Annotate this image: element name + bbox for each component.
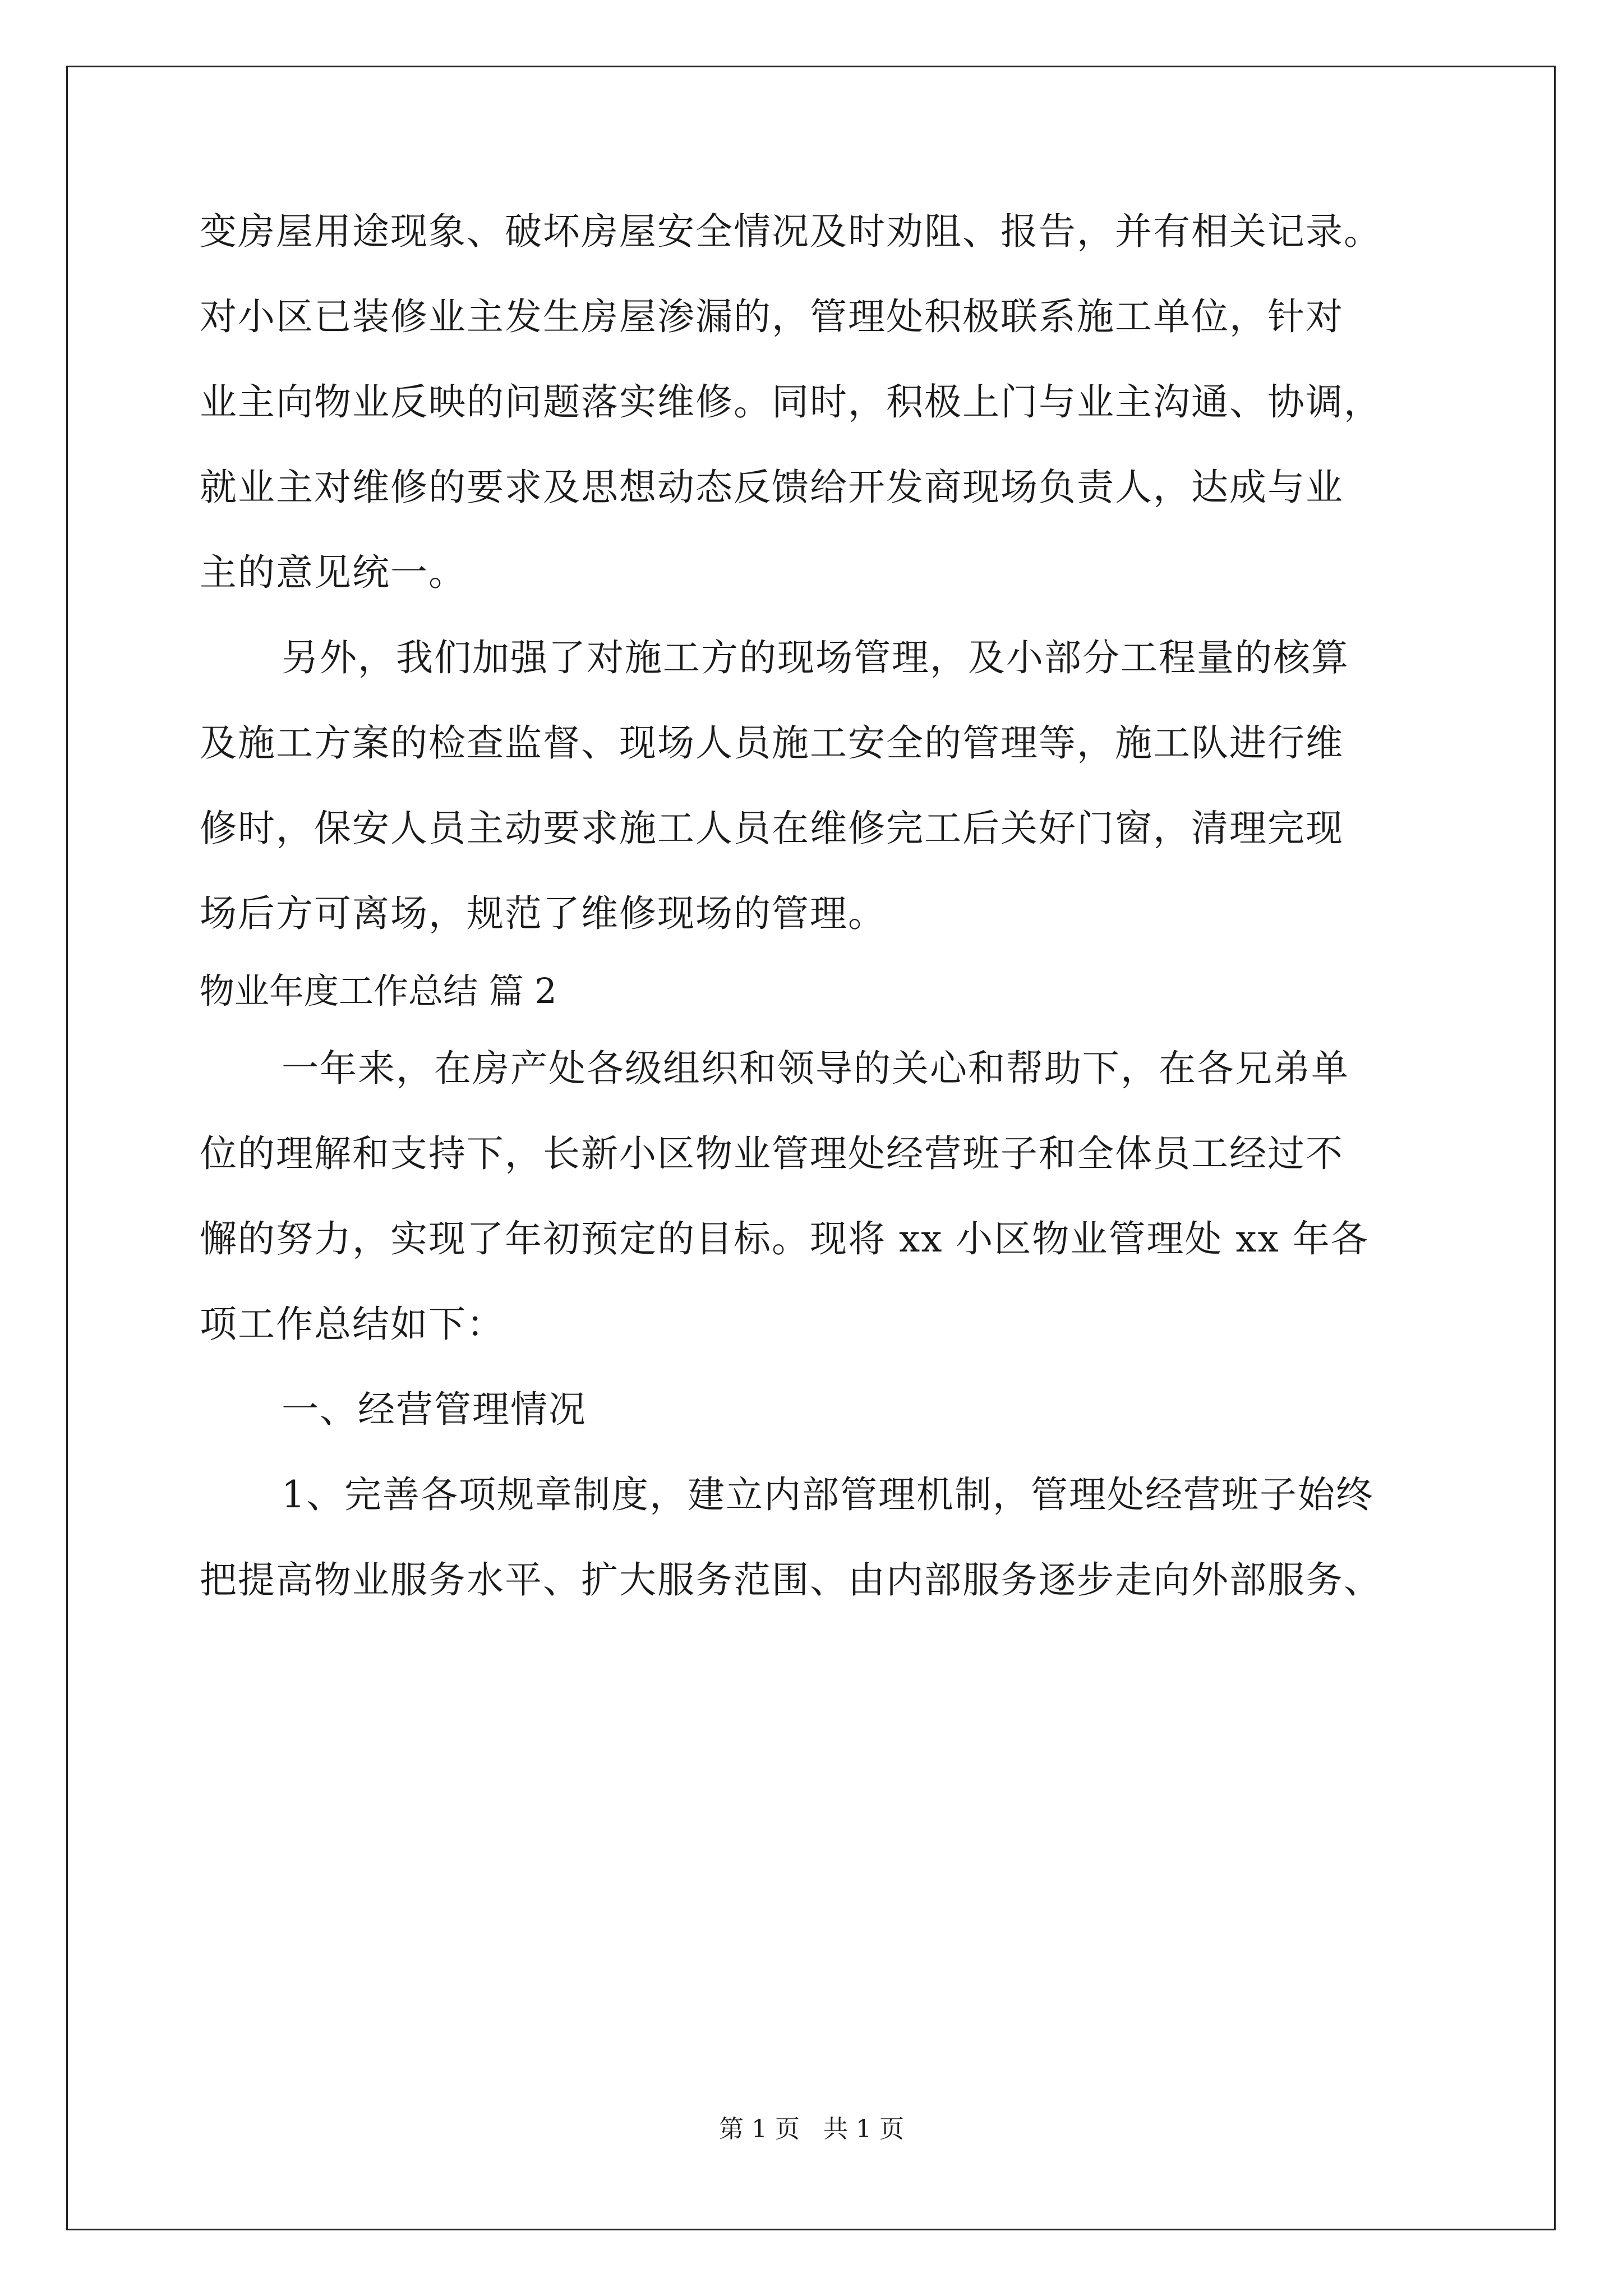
text-line: 主的意见统一。 [200, 551, 467, 594]
text-line: 场后方可离场，规范了维修现场的管理。 [200, 892, 886, 935]
text-line: 业主向物业反映的问题落实维修。同时，积极上门与业主沟通、协调， [200, 380, 1382, 424]
text-line: 及施工方案的检查监督、现场人员施工安全的管理等，施工队进行维 [200, 721, 1344, 765]
text-line: 修时，保安人员主动要求施工人员在维修完工后关好门窗，清理完现 [200, 807, 1344, 850]
text-line: 对小区已装修业主发生房屋渗漏的，管理处积极联系施工单位，针对 [200, 295, 1344, 338]
text-line: 项工作总结如下： [200, 1303, 505, 1346]
text-line: 把提高物业服务水平、扩大服务范围、由内部服务逐步走向外部服务、 [200, 1558, 1382, 1602]
text-line: 变房屋用途现象、破坏房屋安全情况及时劝阻、报告，并有相关记录。 [200, 210, 1382, 253]
paragraph-start: 1、完善各项规章制度，建立内部管理机制，管理处经营班子始终 [282, 1473, 1374, 1516]
text-line: 就业主对维修的要求及思想动态反馈给开发商现场负责人，达成与业 [200, 466, 1344, 509]
text-line: 位的理解和支持下，长新小区物业管理处经营班子和全体员工经过不 [200, 1132, 1344, 1175]
text-line: 懈的努力，实现了年初预定的目标。现将 xx 小区物业管理处 xx 年各 [200, 1217, 1369, 1260]
paragraph-start: 另外，我们加强了对施工方的现场管理，及小部分工程量的核算 [282, 636, 1349, 679]
subheading: 一、经营管理情况 [282, 1388, 587, 1431]
section-heading: 物业年度工作总结 篇 2 [200, 970, 557, 1011]
paragraph-start: 一年来，在房产处各级组织和领导的关心和帮助下，在各兄弟单 [282, 1047, 1349, 1090]
page-footer: 第 1 页 共 1 页 [719, 2115, 904, 2143]
